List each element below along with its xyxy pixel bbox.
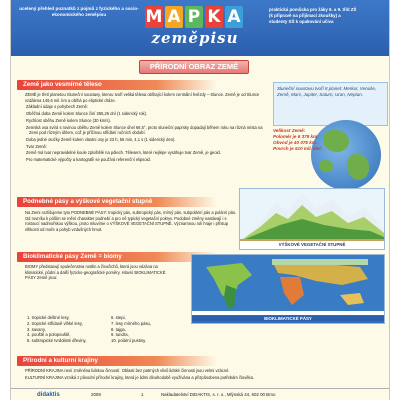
header-left-text: ucelený přehled poznatků z pojmů z fyzického a socio-ekonomického zeměpisu <box>19 6 139 17</box>
footer-year: 2008 <box>91 392 101 397</box>
logo <box>139 6 249 30</box>
section-title-landscapes: Přírodní a kulturní krajiny <box>17 356 217 366</box>
list-item: 8. tajga, <box>111 326 126 332</box>
publisher-logo: didaktis <box>37 392 60 398</box>
section1-bullet: Oběžná doba Země kolem Slunce činí 365,26 dní (1 siderický rok). <box>26 111 148 117</box>
publisher-address: Nakladatelství DIDAKTIS, s. r. o., Mlýnská 44, 602 00 Brno <box>161 392 276 397</box>
section1-bullet: Pro matematické výpočty a kartografii se používá referenční elipsoid. <box>26 157 151 163</box>
earth-size-stats <box>273 128 343 152</box>
section-title-climate-zones: Podnebné pásy a výškové vegetační stupně <box>17 197 217 207</box>
section3-paragraph: BIOMY představují společenstva rostlin a živočichů, která jsou vázána na klimatické, půdní a další fyzicko-geografické poměry. Hlavní BIOKLIMATICKÉ PÁSY Země jsou: <box>25 264 166 281</box>
vegetation-zones-figure <box>239 188 385 250</box>
section4-body <box>25 368 385 381</box>
biome-list <box>27 315 187 344</box>
stat-line: Velikost Země: <box>273 128 306 133</box>
figure-caption: BIOKLIMATICKÉ PÁSY <box>192 316 384 321</box>
section4-paragraph: PŘÍRODNÍ KRAJINA není změněna lidskou činností. Oblasti bez patrných vlivů lidské činnosti jsou velmi vzácné. <box>25 368 230 373</box>
section2-body <box>25 210 237 234</box>
footer <box>11 388 390 400</box>
section3-body <box>25 264 171 282</box>
section1-bullet: Zemská osa svírá s rovinou oběhu Země kolem Slunce úhel 66,5°, proto sluneční paprsky dopadají během roku na různá místa na Zemi pod různým úhlem, což je příčinou střídání ročních období. <box>26 124 263 136</box>
continent-shape <box>347 154 369 180</box>
stat-line: Obvod je 40 075 km. <box>273 140 318 145</box>
continent-shape <box>319 160 333 172</box>
section1-bullet: Země má tvar nepravidelné koule zploštělé na pólech. Tělesem, které nejlépe vystihuje tvar Země, je geoid. <box>26 150 221 156</box>
world-map-graphic <box>192 255 384 315</box>
list-item: 5. subtropické tvrdolisté dřeviny, <box>27 338 87 344</box>
header <box>11 0 390 56</box>
list-item: 6. stepi, <box>111 315 126 320</box>
figure-caption: VÝŠKOVÉ VEGETAČNÍ STUPNĚ <box>278 242 346 247</box>
stat-line: Poloměr je 6 378 km. <box>273 134 319 139</box>
list-item: 4. pouště a polopouště, <box>27 332 71 338</box>
section1-bullet: Základní údaje o pohybech Země: <box>26 104 88 110</box>
logo-letter: M <box>145 7 163 27</box>
list-item: 3. savany, <box>27 326 46 332</box>
chapter-banner: PŘÍRODNÍ OBRAZ ZEMĚ <box>139 60 249 74</box>
list-item: 7. lesy mírného pásu, <box>111 320 152 326</box>
section2-paragraph: Na Zemi rozlišujeme tyto PODNEBNÉ PÁSY: tropický pás, subtropický pás, mírný pás, subpolární pás a polární pás. Od rovníku k pólům se mění charakter podnebí a pro ně typický vegetační pokryv. Podobné změny nastávají i s rostoucí nadmořskou výškou, proto mluvíme o VÝŠKOVÉ VEGETAČNÍ STUPNĚ. Významnou roli hraje i přístup vlhkosti od moře a pohyb vzdušných hmot. <box>25 210 237 233</box>
section-title-biomes: Bioklimatické pásy Země = biomy <box>17 252 217 262</box>
mountain-zones-graphic <box>240 189 384 241</box>
header-subtitle: zeměpisu <box>151 29 239 47</box>
list-item: 1. tropické deštné lesy, <box>27 315 70 320</box>
logo-letter: A <box>225 6 243 28</box>
list-item: 10. polární pustiny. <box>111 338 147 344</box>
section1-paragraph: ZEMĚ je třetí planetou Sluneční soustavy, kterou tvoří veliká tělesa obíhající kolem centrální hvězdy – Slunce. Země je od Slunce vzdálena 149,6 mil. km a obíhá po eliptické dráze. <box>25 92 260 103</box>
logo-letter: P <box>185 6 203 28</box>
list-item: 2. tropické střídavě vlhké lesy, <box>27 320 83 326</box>
study-card <box>10 0 390 400</box>
section1-bullet: Tvar Země: <box>26 143 47 149</box>
section-title-earth-body: Země jako vesmírné těleso <box>17 80 217 90</box>
section1-bullet: Doba jedné otočky Země kolem vlastní osy je 23 h, 56 min, 4,1 s (1 siderický den). <box>26 136 176 142</box>
section1-bullet: Rychlost oběhu Země kolem Slunce (30 km/s). <box>26 117 111 123</box>
biome-map-figure <box>191 254 385 324</box>
page-number: 1 <box>141 392 144 397</box>
logo-letter: A <box>165 6 183 28</box>
logo-letter: K <box>205 6 223 28</box>
header-right-text: praktická pomůcka pro žáky 6. a 9. tříd ZŠ (k přípravě na přijímací zkoušky) a studenty SŠ k opakování učiva <box>269 7 357 25</box>
section1-body <box>25 92 269 164</box>
solar-system-note: Sluneční soustavu tvoří 8 planet: Merkur, Venuše, Země, Mars, Jupiter, Saturn, Uran, Neptun. <box>273 82 388 126</box>
list-item: 9. tundra, <box>111 332 129 338</box>
section4-paragraph: KULTURNÍ KRAJINA vzniká z původní přírodní krajiny, která je lidmi dlouhodobě využívána a přizpůsobena potřebám člověka. <box>25 374 254 380</box>
stat-line: Povrch je 510 mil. km². <box>273 146 323 151</box>
